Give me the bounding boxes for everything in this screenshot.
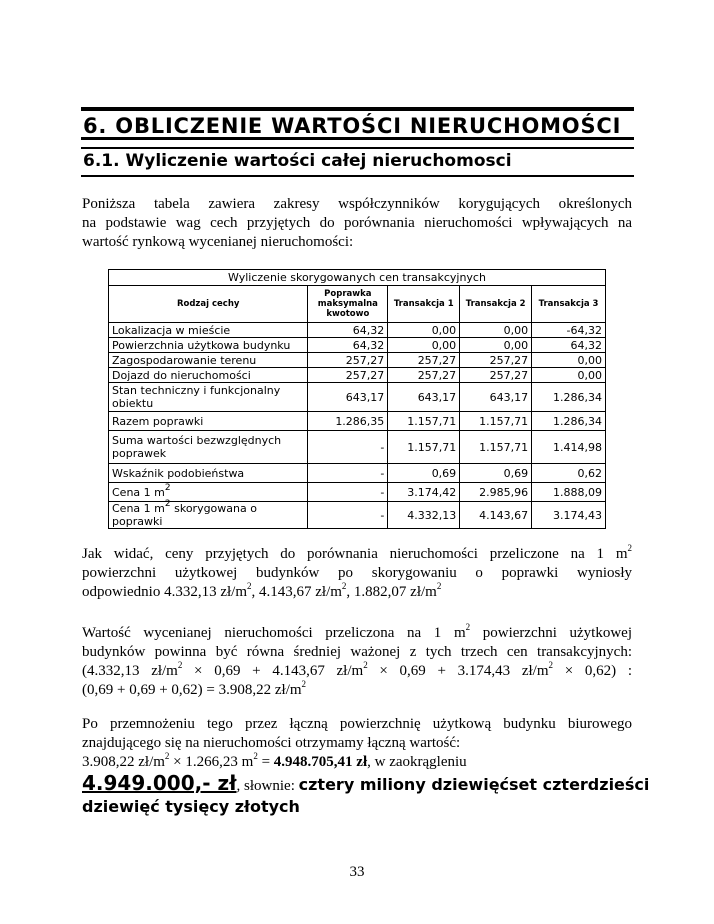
final-amount: 4.949.000,- zł <box>82 771 237 795</box>
row-label <box>109 483 308 502</box>
table-cell: 1.888,09 <box>532 483 606 502</box>
text-run: = <box>257 754 274 770</box>
row-label: Lokalizacja w mieście <box>109 323 308 338</box>
text-run: × 1.266,23 m <box>169 754 254 770</box>
text-line: powierzchni użytkowej budynków po skorygowaniu o poprawki wyniosły <box>82 565 632 581</box>
table-cell: 1.414,98 <box>532 431 606 464</box>
table-cell: 1.157,71 <box>460 431 532 464</box>
text-run: , 1.882,07 zł/m <box>346 584 437 600</box>
row-label: Razem poprawki <box>109 412 308 431</box>
text-run: , 4.143,67 zł/m <box>251 584 342 600</box>
table-cell: - <box>308 464 388 483</box>
text-line <box>82 583 632 602</box>
amount-in-words-continued: dziewięć tysięcy złotych <box>82 797 300 816</box>
table-cell: 1.286,35 <box>308 412 388 431</box>
superscript: 2 <box>164 751 170 761</box>
row-label-text: Cena 1 m <box>112 502 165 515</box>
row-label: Wskaźnik podobieństwa <box>109 464 308 483</box>
table-cell: 257,27 <box>308 368 388 383</box>
table-cell: 257,27 <box>388 368 460 383</box>
section-heading-text: 6. OBLICZENIE WARTOŚCI NIERUCHOMOŚCI <box>83 114 622 138</box>
text-run: 3.908,22 zł/m <box>82 754 165 770</box>
table-row <box>109 431 606 464</box>
row-label-suffix: skorygowana o poprawki <box>112 502 257 528</box>
table-row <box>109 368 606 383</box>
superscript: 2 <box>465 622 471 632</box>
text-run: × 0,69 + 3.174,43 zł/m <box>367 663 549 679</box>
table-cell: 4.332,13 <box>388 502 460 529</box>
superscript: 2 <box>164 499 171 510</box>
superscript: 2 <box>341 581 347 591</box>
row-label: Suma wartości bezwzględnych poprawek <box>109 431 308 464</box>
table-row <box>109 464 606 483</box>
row-label-text: Cena 1 m <box>112 485 165 499</box>
table-cell: - <box>308 483 388 502</box>
row-label: Powierzchnia użytkowa budynku <box>109 338 308 353</box>
row-label: Zagospodarowanie terenu <box>109 353 308 368</box>
superscript: 2 <box>177 660 183 670</box>
prices-paragraph <box>82 545 632 602</box>
text-run: (0,69 + 0,69 + 0,62) = 3.908,22 zł/m <box>82 682 302 698</box>
table-cell: 0,00 <box>460 338 532 353</box>
table-cell: 3.174,42 <box>388 483 460 502</box>
row-label <box>109 499 308 529</box>
text-run: × 0,69 + 4.143,67 zł/m <box>182 663 364 679</box>
final-value-line <box>82 771 649 795</box>
text-line: budynków powinna być równa średniej ważonej z tych trzech cen transakcyjnych: <box>82 644 632 660</box>
column-header: Transakcja 1 <box>388 286 460 323</box>
table-row <box>109 353 606 368</box>
weighted-average-paragraph <box>82 624 632 700</box>
text-run: × 0,62) : <box>553 663 632 679</box>
table-row <box>109 502 606 529</box>
text-run: , w zaokrągleniu <box>367 754 467 770</box>
subsection-heading <box>81 147 634 177</box>
text-line <box>82 545 632 564</box>
subsection-heading-text: 6.1. Wyliczenie wartości całej nieruchomosci <box>83 151 512 171</box>
table-cell: 64,32 <box>308 338 388 353</box>
table-cell: 1.157,71 <box>388 412 460 431</box>
table-cell: - <box>308 431 388 464</box>
table-cell: -64,32 <box>532 323 606 338</box>
table-cell: 3.174,43 <box>532 502 606 529</box>
page-number: 33 <box>349 864 365 880</box>
superscript: 2 <box>301 679 307 689</box>
computed-value: 4.948.705,41 zł <box>273 754 368 770</box>
table-cell: 257,27 <box>388 353 460 368</box>
adjusted-prices-table <box>108 269 606 529</box>
text-line: znajdującego się na nieruchomości otrzymamy łączną wartość: <box>82 735 461 751</box>
table-cell: 257,27 <box>460 368 532 383</box>
text-line <box>82 681 632 700</box>
slownie-label: , słownie: <box>236 778 299 794</box>
table-cell: 0,62 <box>532 464 606 483</box>
table-cell: 0,00 <box>532 368 606 383</box>
table-cell: 0,69 <box>460 464 532 483</box>
text-run: odpowiednio 4.332,13 zł/m <box>82 584 247 600</box>
column-header: Transakcja 3 <box>532 286 606 323</box>
table-row <box>109 412 606 431</box>
row-label: Stan techniczny i funkcjonalny obiektu <box>109 383 308 412</box>
text-line: Po przemnożeniu tego przez łączną powierzchnię użytkową budynku biurowego <box>82 716 632 732</box>
intro-line: Poniższa tabela zawiera zakresy współczynników korygujących określonych <box>82 196 632 212</box>
superscript: 2 <box>627 543 632 553</box>
table-title: Wyliczenie skorygowanych cen transakcyjnych <box>109 270 606 286</box>
intro-paragraph <box>82 195 632 252</box>
table-cell: 0,69 <box>388 464 460 483</box>
section-heading <box>81 107 634 140</box>
table-cell: 0,00 <box>460 323 532 338</box>
table-row <box>109 483 606 502</box>
table-cell: - <box>308 502 388 529</box>
table-cell: 64,32 <box>532 338 606 353</box>
row-label: Dojazd do nieruchomości <box>109 368 308 383</box>
table-cell: 643,17 <box>388 383 460 412</box>
table-cell: 643,17 <box>460 383 532 412</box>
text-line <box>82 753 632 772</box>
superscript: 2 <box>436 581 442 591</box>
table-cell: 1.157,71 <box>460 412 532 431</box>
table-cell: 1.157,71 <box>388 431 460 464</box>
text-run: (4.332,13 zł/m <box>82 663 178 679</box>
table-cell: 643,17 <box>308 383 388 412</box>
intro-line: wartość rynkową wycenianej nieruchomości: <box>82 234 354 250</box>
superscript: 2 <box>363 660 368 670</box>
superscript: 2 <box>548 660 554 670</box>
table-cell: 257,27 <box>460 353 532 368</box>
table-cell: 257,27 <box>308 353 388 368</box>
table-row <box>109 338 606 353</box>
table-row <box>109 323 606 338</box>
text-run: Jak widać, ceny przyjętych do porównania nieruchomości przeliczone na 1 m <box>82 546 628 562</box>
table-row <box>109 383 606 412</box>
column-header: Poprawka maksymalna kwotowo <box>308 286 388 323</box>
column-header: Rodzaj cechy <box>109 286 308 323</box>
table-cell: 4.143,67 <box>460 502 532 529</box>
table-cell: 0,00 <box>532 353 606 368</box>
table-cell: 0,00 <box>388 338 460 353</box>
table-cell: 1.286,34 <box>532 383 606 412</box>
column-header: Transakcja 2 <box>460 286 532 323</box>
text-line <box>82 624 632 643</box>
text-run: Wartość wycenianej nieruchomości przeliczona na 1 m <box>82 625 466 641</box>
table-cell: 2.985,96 <box>460 483 532 502</box>
superscript: 2 <box>253 751 258 761</box>
superscript: 2 <box>164 482 171 493</box>
table-cell: 64,32 <box>308 323 388 338</box>
intro-line: na podstawie wag cech przyjętych do porównania nieruchomości wpływających na <box>82 215 632 231</box>
table-cell: 1.286,34 <box>532 412 606 431</box>
total-value-paragraph <box>82 715 632 772</box>
superscript: 2 <box>247 581 252 591</box>
text-line <box>82 662 632 681</box>
text-run: powierzchni użytkowej <box>470 625 632 641</box>
amount-in-words: cztery miliony dziewięćset czterdzieści <box>298 775 650 794</box>
table-cell: 0,00 <box>388 323 460 338</box>
